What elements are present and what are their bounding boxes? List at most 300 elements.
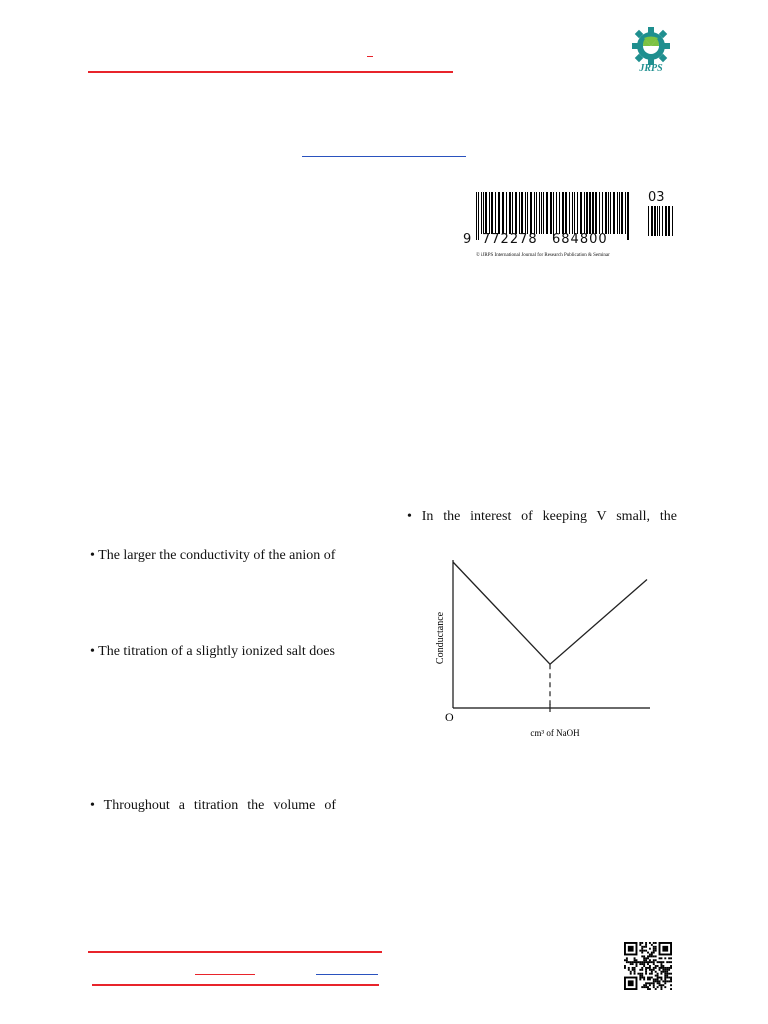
barcode-bar [483,192,484,234]
qr-module [657,982,659,984]
footer-red-rule-bottom [92,984,379,986]
barcode-bar [541,192,542,234]
barcode-bar [625,192,626,234]
qr-module [655,948,657,950]
barcode-bar [610,192,611,234]
qr-module [660,986,662,988]
qr-module [668,973,670,975]
qr-module [641,946,643,948]
qr-module [653,963,655,965]
qr-module [655,942,657,944]
qr-module [630,961,632,963]
qr-module [641,963,643,965]
qr-module [670,973,672,975]
qr-module [668,969,670,971]
qr-module [651,954,653,956]
barcode-bar [478,192,479,240]
qr-module [653,982,655,984]
qr-module [628,967,630,969]
qr-module [647,978,649,980]
qr-module [632,967,634,969]
qr-module [634,971,636,973]
barcode-bar [498,192,500,234]
barcode-bar [556,192,557,234]
qr-module [653,959,655,961]
qr-module [664,967,666,969]
chart-canvas [425,548,660,748]
qr-module [645,971,647,973]
qr-module [659,984,661,986]
qr-finder-pattern [628,946,634,952]
qr-module [639,977,641,979]
chart-x-label: cm³ of NaOH [530,728,580,738]
qr-module [636,961,638,963]
qr-module [645,986,647,988]
qr-module [668,980,670,982]
barcode-addon-bar [659,206,660,236]
qr-module [639,975,641,977]
qr-finder-pattern [628,980,634,986]
qr-module [634,973,636,975]
qr-module [641,977,643,979]
qr-module [649,965,651,967]
qr-module [660,988,662,990]
qr-module [645,959,647,961]
header-red-rule [88,71,453,73]
barcode-bar [592,192,594,234]
barcode-bar [595,192,597,234]
qr-module [664,975,666,977]
qr-module [639,961,641,963]
qr-module [653,969,655,971]
qr-module [641,967,643,969]
qr-module [655,988,657,990]
barcode-bar [481,192,482,234]
qr-module [634,957,636,959]
qr-module [670,961,672,963]
left-bullet-3: • Throughout a titration the volume of [90,798,336,813]
barcode-bar [476,192,477,240]
qr-module [647,986,649,988]
qr-module [662,967,664,969]
qr-module [643,965,645,967]
qr-module [641,961,643,963]
qr-module [666,977,668,979]
qr-module [655,975,657,977]
barcode-bar [512,192,513,234]
qr-module [653,950,655,952]
barcode-addon-bar [654,206,656,236]
qr-module [634,969,636,971]
qr-module [666,973,668,975]
qr-module [657,986,659,988]
issn-barcode [462,188,678,268]
barcode-bar [605,192,607,234]
qr-module [630,973,632,975]
barcode-bar [539,192,540,234]
qr-module [643,961,645,963]
qr-module [660,957,662,959]
qr-module [643,978,645,980]
qr-module [664,986,666,988]
qr-module [659,980,661,982]
qr-module [655,946,657,948]
barcode-bar [502,192,504,234]
qr-module [651,971,653,973]
qr-module [632,961,634,963]
qr-module [651,969,653,971]
qr-module [660,963,662,965]
qr-module [655,950,657,952]
barcode-right-group: 684800 [552,232,608,247]
qr-module [641,955,643,957]
barcode-bar [509,192,511,234]
qr-module [643,946,645,948]
qr-module [664,978,666,980]
barcode-bar [565,192,567,234]
barcode-bar [599,192,600,234]
qr-module [645,982,647,984]
barcode-caption: © iJRPS International Journal for Research Publication & Seminar [476,253,610,258]
qr-module [651,961,653,963]
qr-module [624,959,626,961]
qr-module [643,950,645,952]
qr-module [641,975,643,977]
qr-module [647,963,649,965]
qr-module [639,944,641,946]
barcode-first-digit: 9 [463,232,472,247]
qr-module [647,988,649,990]
qr-module [645,969,647,971]
barcode-addon-bar [662,206,663,236]
qr-module [657,977,659,979]
qr-module [657,978,659,980]
qr-module [660,965,662,967]
qr-module [645,984,647,986]
barcode-bar [543,192,544,234]
chart-y-label: Conductance [435,611,446,665]
chart-series-line-0 [453,562,647,664]
qr-module [668,977,670,979]
qr-module [662,961,664,963]
qr-module [628,969,630,971]
qr-module [653,984,655,986]
qr-module [666,980,668,982]
qr-module [649,955,651,957]
gear-logo-icon [622,26,680,74]
qr-module [641,973,643,975]
qr-module [649,988,651,990]
qr-module [639,969,641,971]
qr-module [659,961,661,963]
qr-module [651,944,653,946]
qr-module [643,957,645,959]
qr-module [649,961,651,963]
qr-module [651,952,653,954]
qr-module [664,969,666,971]
left-bullet-2: • The titration of a slightly ionized salt does [90,644,335,659]
qr-module [653,952,655,954]
qr-module [670,984,672,986]
right-bullet-1: • In the interest of keeping V small, the [407,509,677,524]
qr-module [641,969,643,971]
qr-module [649,967,651,969]
barcode-bar [559,192,560,234]
qr-module [659,967,661,969]
qr-module [645,942,647,944]
qr-module [659,977,661,979]
qr-module [639,963,641,965]
barcode-bar [569,192,570,234]
barcode-bar [613,192,615,234]
qr-module [664,957,666,959]
qr-module [632,969,634,971]
journal-logo [622,26,680,74]
qr-module [666,967,668,969]
qr-module [645,946,647,948]
qr-module [660,967,662,969]
qr-module [645,967,647,969]
barcode-addon-bar [672,206,673,236]
qr-module [647,982,649,984]
qr-module [660,961,662,963]
qr-module [666,961,668,963]
barcode-bar [617,192,618,234]
qr-module [662,971,664,973]
qr-module [670,978,672,980]
qr-module [666,975,668,977]
chart-origin-label: O [445,710,454,724]
qr-module [645,961,647,963]
qr-module [636,963,638,965]
qr-module [651,955,653,957]
qr-module [668,957,670,959]
qr-module [659,957,661,959]
qr-module [653,967,655,969]
qr-module [666,971,668,973]
qr-module [634,961,636,963]
qr-module [653,946,655,948]
footer-blue-link [316,974,378,975]
qr-code-graphic [624,942,672,990]
barcode-bar [627,192,629,240]
barcode-bar [619,192,620,234]
qr-module [634,967,636,969]
qr-module [643,955,645,957]
qr-module [670,965,672,967]
qr-module [649,948,651,950]
barcode-bar [580,192,582,234]
qr-module [670,957,672,959]
qr-module [664,977,666,979]
qr-module [641,986,643,988]
qr-module [649,977,651,979]
qr-module [651,973,653,975]
barcode-bar [577,192,578,234]
barcode-bar [589,192,591,234]
barcode-bar [519,192,520,234]
qr-module [655,955,657,957]
qr-module [649,978,651,980]
qr-module [643,959,645,961]
qr-code-icon [624,942,672,990]
qr-module [641,950,643,952]
qr-module [628,961,630,963]
qr-module [670,967,672,969]
header-link-rule [302,156,466,157]
qr-module [624,967,626,969]
qr-module [659,969,661,971]
qr-module [632,963,634,965]
qr-module [647,977,649,979]
qr-module [630,971,632,973]
qr-module [655,980,657,982]
qr-module [662,969,664,971]
left-bullet-1: • The larger the conductivity of the anion of [90,548,336,563]
qr-module [649,982,651,984]
qr-module [666,969,668,971]
qr-module [660,973,662,975]
qr-module [639,973,641,975]
qr-module [643,977,645,979]
barcode-bar [521,192,523,234]
barcode-bar [515,192,517,234]
qr-module [655,965,657,967]
barcode-addon-bar [665,206,667,236]
qr-module [639,978,641,980]
qr-module [647,955,649,957]
qr-module [653,948,655,950]
qr-module [649,942,651,944]
qr-module [664,973,666,975]
barcode-bar [546,192,548,234]
qr-module [649,959,651,961]
qr-module [653,942,655,944]
qr-module [662,965,664,967]
qr-module [655,959,657,961]
qr-module [639,942,641,944]
qr-module [630,963,632,965]
qr-module [643,984,645,986]
qr-module [641,948,643,950]
barcode-bar [562,192,564,234]
barcode-bar [506,192,507,234]
qr-module [637,973,639,975]
qr-module [659,982,661,984]
qr-module [664,980,666,982]
qr-module [643,986,645,988]
qr-finder-pattern [662,946,668,952]
barcode-bar [602,192,603,234]
qr-module [668,967,670,969]
barcode-bar [536,192,537,234]
qr-module [636,965,638,967]
qr-module [653,955,655,957]
qr-module [660,977,662,979]
header-red-mark [367,56,373,57]
footer-red-rule-top [88,951,382,953]
qr-module [657,973,659,975]
barcode-bar [527,192,528,234]
barcode-bar [574,192,575,234]
qr-module [655,978,657,980]
barcode-left-group: 772278 [482,232,538,247]
qr-module [653,980,655,982]
conductance-chart [425,548,660,748]
qr-module [670,980,672,982]
qr-module [647,957,649,959]
qr-module [647,967,649,969]
barcode-bar [550,192,552,234]
qr-module [649,969,651,971]
qr-module [655,971,657,973]
qr-module [624,965,626,967]
qr-module [651,977,653,979]
qr-module [657,975,659,977]
barcode-bar [485,192,487,234]
barcode-bar [586,192,588,234]
qr-module [636,959,638,961]
barcode-bar [489,192,490,234]
barcode-bar [534,192,535,234]
qr-module [653,961,655,963]
qr-module [645,944,647,946]
qr-module [649,984,651,986]
barcode-addon-bar [651,206,653,236]
barcode-bar [525,192,526,234]
qr-module [634,959,636,961]
qr-module [653,978,655,980]
qr-module [655,967,657,969]
qr-module [651,982,653,984]
barcode-bar [572,192,573,234]
qr-module [639,950,641,952]
qr-module [645,957,647,959]
barcode-bar [530,192,532,234]
footer-red-link-1 [195,974,255,975]
qr-module [641,952,643,954]
qr-module [657,980,659,982]
qr-module [626,959,628,961]
qr-module [626,957,628,959]
qr-module [626,961,628,963]
qr-module [637,961,639,963]
qr-module [641,942,643,944]
qr-module [668,961,670,963]
qr-module [660,984,662,986]
barcode-bar [495,192,496,234]
qr-module [643,963,645,965]
barcode-bar [491,192,493,234]
qr-module [660,971,662,973]
barcode-addon-bar [657,206,658,236]
barcode-addon: 03 [648,190,665,205]
qr-module [670,988,672,990]
qr-module [653,986,655,988]
qr-module [649,973,651,975]
qr-module [670,977,672,979]
qr-module [660,978,662,980]
barcode-addon-bar [648,206,649,236]
qr-module [657,965,659,967]
qr-module [664,982,666,984]
barcode-addon-bar [668,206,670,236]
qr-module [647,961,649,963]
barcode-bar [621,192,623,234]
qr-module [657,961,659,963]
barcode-bar [584,192,585,234]
qr-module [645,950,647,952]
